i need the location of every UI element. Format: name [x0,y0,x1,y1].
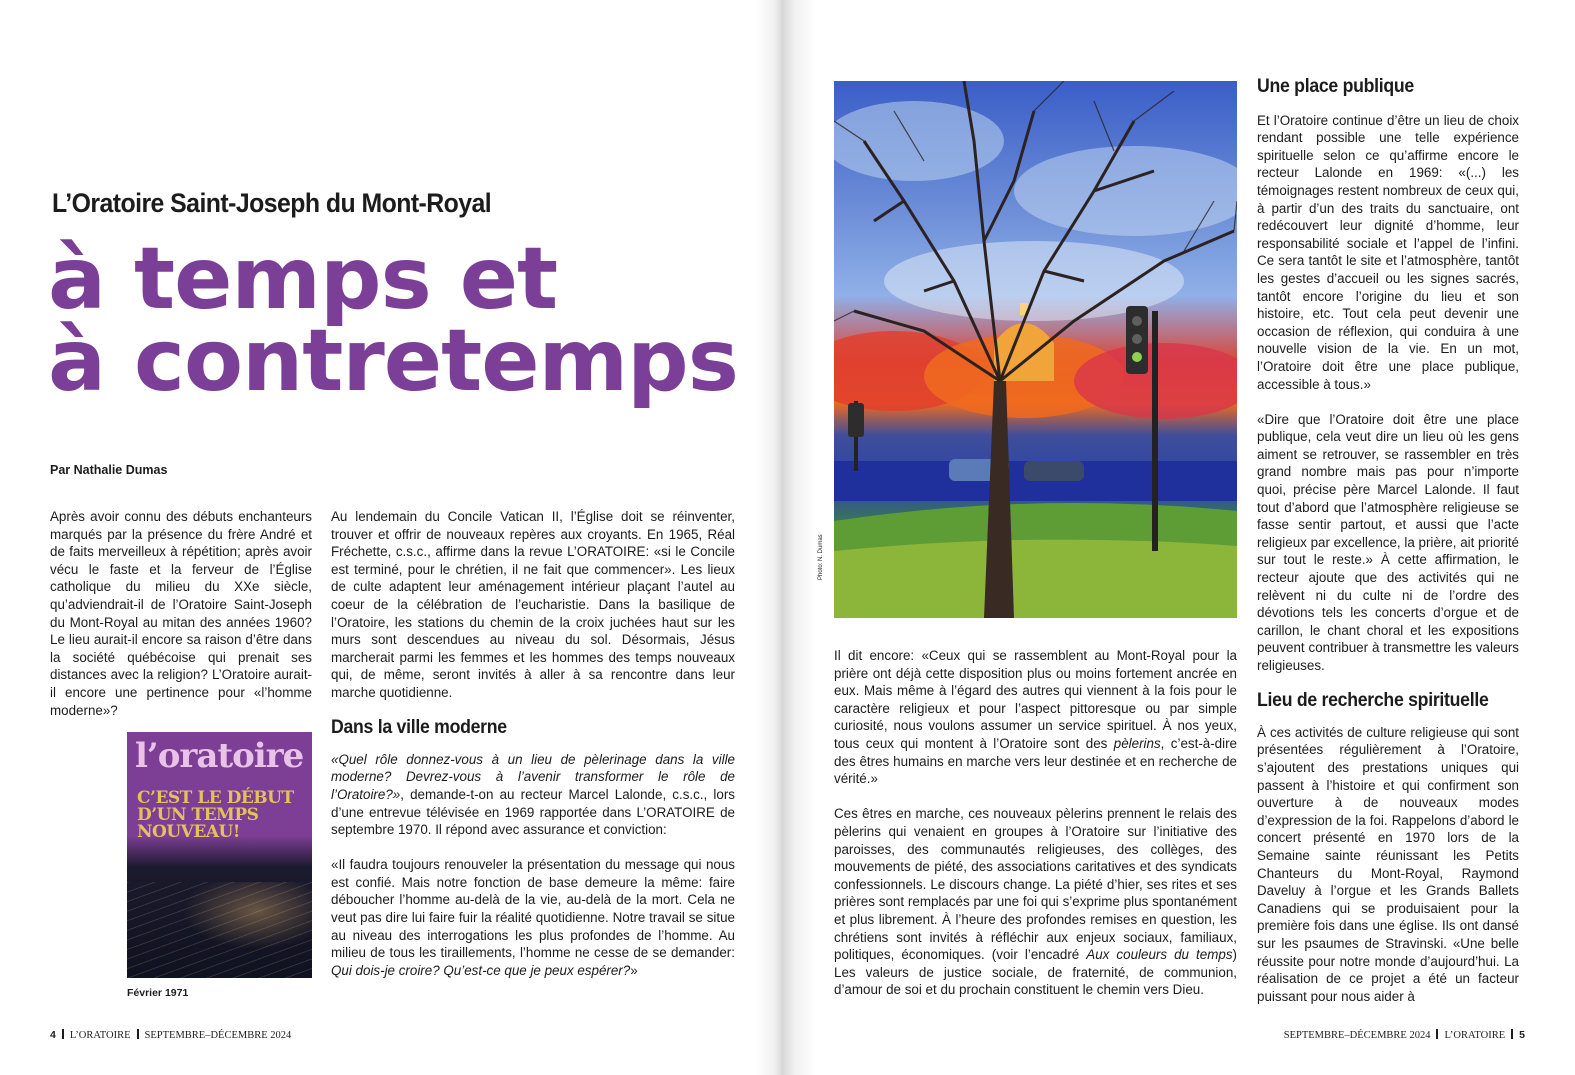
italic-reference: Aux couleurs du temps [1086,947,1233,963]
right-column-2 [1257,78,1519,1005]
gutter-shadow [782,0,816,1075]
article-kicker: L’Oratoire Saint-Joseph du Mont-Royal [52,188,492,218]
separator [1436,1029,1438,1039]
cover-headline-line: NOUVEAU! [137,822,240,842]
paragraph-end: , c’est-à-dire des êtres humains en marche vers leur destinée et en recherche de vérité.» [834,735,1238,787]
quote-italic: «Quel rôle donnez-vous à un lieu de pèlerinage dans la ville moderne? Devrez-vous à l’avenir transformer le rôle de l’Oratoire?» [331,751,735,802]
page-number: 4 [50,1029,56,1041]
paragraph: Au lendemain du Concile Vatican II, l’Église doit se réinventer, trouver et offrir de nouveaux repères aux croyants. En 1965, Réal Fréchette, c.s.c., affirme dans la revue L’ORATOIRE: «si le Concile est terminé, pour le chrétien, il ne fait que commencer». Les lieux de culte adaptent leur aménagement intérieur plaçant l’autel au coeur de la célébration de l’eucharistie. Dans la basilique de l’Oratoire, les stations du chemin de la croix juchées haut sur les murs sont descendues au niveau du sol. Désormais, Jésus marcherait parmi les femmes et les hommes des temps nouveaux qui, de même, seront invités à aller à sa rencontre dans leur marche quotidienne. [331,509,735,700]
page-number: 5 [1519,1029,1525,1041]
paragraph [331,856,735,979]
left-column-1 [50,508,312,719]
paragraph-text: Il dit encore: «Ceux qui se rassemblent au Mont-Royal pour la prière ont déjà cette disposition plus ou moins fortement ancrée en eux. Mais même à l’égard des autres qui viennent à la fois pour le caractère religieux et pour l’aspect pittoresque ou par simple curiosité, nous voulons assumer un service spirituel. À nos yeux, tous ceux qui montent à l’Oratoire sont des [834,648,1237,751]
paragraph: Et l’Oratoire continue d’être un lieu de choix rendant possible une telle expérience spirituelle selon ce qu’affirme encore le recteur Lalonde en 1969: «(...) les témoignages restent nombreux de ceux qui, à partir d’un des traits du sanctuaire, ont redécouvert leur dignité d’homme, leur responsabilité sociale et l’appel de l’infini. Ce sera tantôt le site et l’atmosphère, tantôt les gestes d’accueil ou les signes sacrés, tantôt encore l’origine du lieu et son histoire, etc. Tout cela peut devenir une occasion de réflexion, qui conduira à une nouvelle vision de la vie. En un mot, l’Oratoire doit être une place publique, accessible à tous.» [1257,112,1519,392]
cover-headline [137,790,294,841]
magazine-name: L’ORATOIRE [1444,1030,1506,1041]
right-column-1 [834,647,1237,999]
paragraph-end: ) Les valeurs de justice sociale, de fraternité, de communion, d’amour de soi et du prochain constituent le chemin vers Dieu. [834,947,1237,998]
headline-line-1: à temps et [48,229,558,329]
separator [137,1029,139,1039]
subhead-recherche-spirituelle: Lieu de recherche spirituelle [1257,690,1489,712]
paragraph-text: Ces êtres en marche, ces nouveaux pèlerins prennent le relais des pèlerins qui venaient en groupes à l’Oratoire sur l’initiative des paroisses, des communautés religieuses, des collèges, des mouvements de piété, des associations caritatives et des syndicats confessionnels. Le discours change. La piété d’hier, ses rites et ses prières sont remplacés par une foi qui s’exprime plus spontanément et plus librement. À l’heure des profondes remises en question, les chrétiens sont invités à réfléchir aux enjeux sociaux, familiaux, politiques, économiques. (voir l’encadré [834,806,1237,963]
italic-word: pèlerins [1113,735,1161,751]
oratoire-street-photo [834,81,1237,618]
paragraph [834,805,1237,999]
magazine-name: L’ORATOIRE [69,1030,131,1041]
cover-headline-line: D’UN TEMPS [137,805,259,825]
quote-end: » [630,962,638,978]
quote-text: «Il faudra toujours renouveler la présentation du message qui nous est confié. Mais notre fonction de base demeure la même: faire déboucher l’homme au-delà de la vie, au-delà de la mort. Cela ne veut pas dire lui faire fuir la réalité quotidienne. Notre travail se situe au niveau des interrogations les plus profondes de l’homme. Au milieu de tous les tiraillements, l’homme ne cesse de se demander: [331,857,735,961]
issue-date: SEPTEMBRE–DÉCEMBRE 2024 [144,1030,292,1041]
subhead-ville-moderne: Dans la ville moderne [331,717,507,739]
photo-credit: Photo: N. Dumas [818,534,824,580]
separator [62,1029,64,1039]
photo-illustration [834,81,1237,618]
quote-italic: Qui dois-je croire? Qu’est-ce que je peux espérer? [331,962,631,978]
separator [1511,1029,1513,1039]
article-headline [48,229,738,411]
paragraph [834,647,1237,788]
right-footer [1284,1029,1525,1041]
paragraph [331,751,735,839]
paragraph-rest: , demande-t-on au recteur Marcel Lalonde, c.s.c., lors d’une entrevue télévisée en 1969 rapportée dans L’ORATOIRE de septembre 1970. Il répond avec assurance et conviction: [331,786,735,838]
paragraph: «Dire que l’Oratoire doit être une place publique, cela veut dire un lieu où les gens aiment se retrouver, se rassembler en très grand nombre mais pas pour n’importe quoi, précise père Marcel Lalonde. Il faut tout d’abord que l’atmosphère religieuse se fasse sentir partout, et aussi que l’acte religieux par excellence, la prière, ait priorité sur tout le reste.» À cette affirmation, le recteur ajoute que des activités qui ne relèvent ni du culte ni de l’ordre des dévotions tels les concerts d’orgue et de carillon, le chant choral et les expositions peuvent contribuer à transmettre les valeurs religieuses. [1257,411,1519,673]
gutter-shadow [756,0,782,1075]
byline: Par Nathalie Dumas [50,463,168,477]
subhead-place-publique: Une place publique [1257,76,1414,97]
cover-headline-line: C’EST LE DÉBUT [137,788,294,808]
left-page [0,0,782,1075]
paragraph: À ces activités de culture religieuse qui sont présentées régulièrement à l’Oratoire, s’ajoutent des prestations uniques qui passent à l’histoire et qui confirment son ouverture à de nouveaux modes d’expression de la foi. Rappelons d’abord le concert présenté en 1970 lors de la Semaine sainte réunissant les Petits Chanteurs du Mont-Royal, Raymond Daveluy à l’orgue et les Grands Ballets Canadiens qui se produisaient pour la première fois dans une église. Ils ont dansé sur les psaumes de Stravinski. «Une belle réussite pour notre monde d’aujourd’hui. La réalisation de ce projet a été un facteur puissant pour nous aider à [1257,724,1519,1004]
magazine-cover-image [127,732,312,978]
headline-line-2: à contretemps [48,311,738,411]
issue-date: SEPTEMBRE–DÉCEMBRE 2024 [1283,1030,1431,1041]
cover-night-photo [127,882,312,978]
right-page [782,0,1575,1075]
cover-subtitle-strip [137,773,138,779]
left-footer [50,1029,291,1041]
cover-caption: Février 1971 [127,987,189,999]
left-column-2 [331,508,735,979]
cover-title: l’oratoire [135,736,304,776]
paragraph: Après avoir connu des débuts enchanteurs marqués par la présence du frère André et de faits merveilleux à répétition; après avoir vécu le faste et la ferveur de l’Église catholique du milieu du XXe siècle, qu’adviendrait-il de l’Oratoire Saint-Joseph du Mont-Royal au mitan des années 1960? Le lieu aurait-il encore sa raison d’être dans la société québécoise qui prenait ses distances avec la religion? L’Oratoire aurait-il encore une pertinence pour «l’homme moderne»? [50,509,312,718]
